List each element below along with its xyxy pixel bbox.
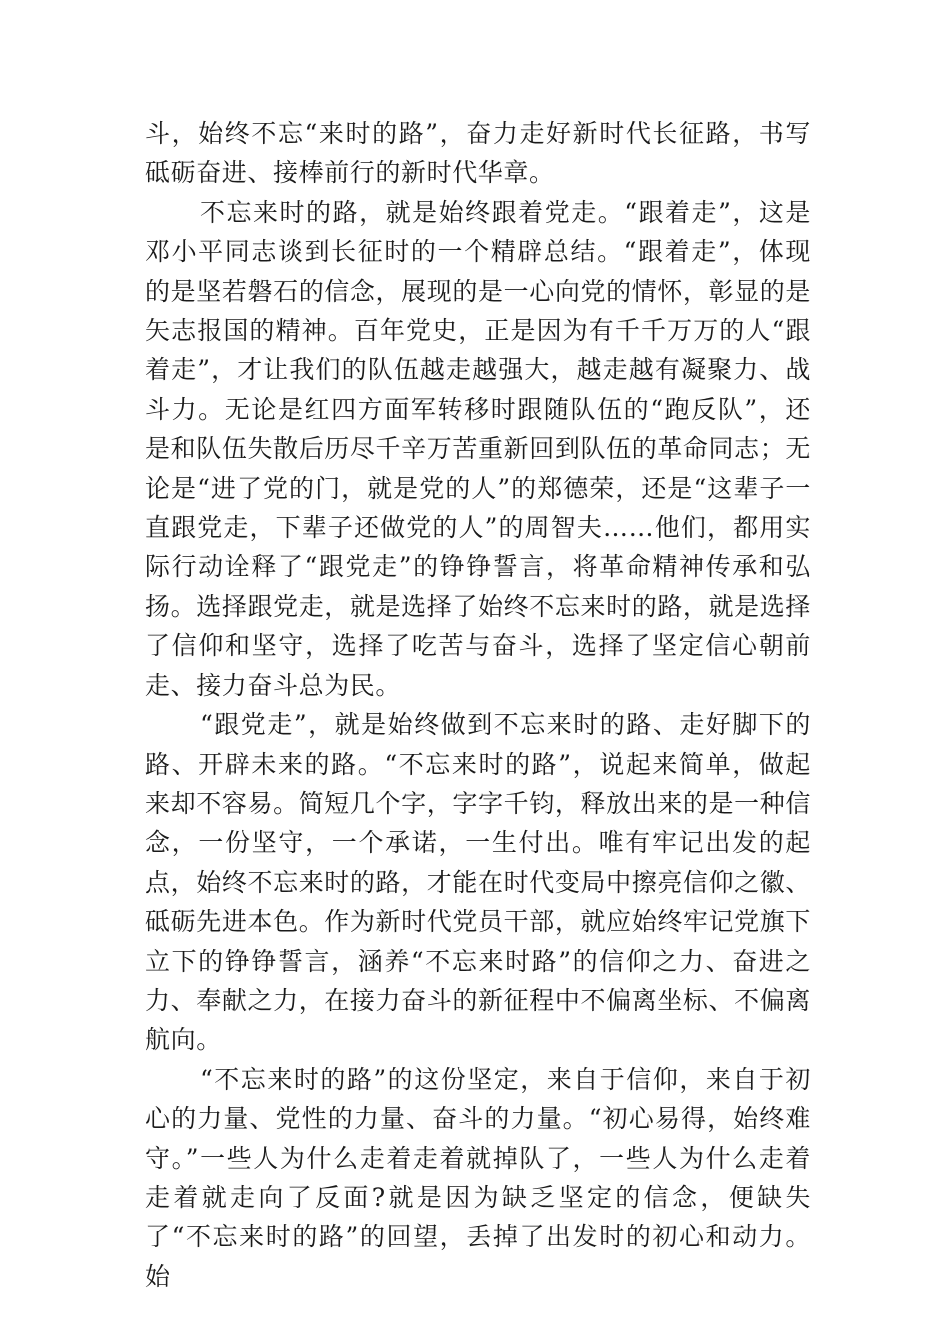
paragraph-path-forward: “跟党走”，就是始终做到不忘来时的路、走好脚下的路、开辟未来的路。“不忘来时的路”，说起来简单，做起来却不容易。简短几个字，字字千钧，释放出来的是一种信念，一份坚守，一个承诺，一生付出。唯有牢记出发的起点，始终不忘来时的路，才能在时代变局中擦亮信仰之徽、砥砺先进本色。作为新时代党员干部，就应始终牢记党旗下立下的铮铮誓言，涵养“不忘来时路”的信仰之力、奋进之力、奉献之力，在接力奋斗的新征程中不偏离坐标、不偏离航向。 [145,710,811,1055]
document-body [145,114,811,1296]
paragraph-follow-party: 不忘来时的路，就是始终跟着党走。“跟着走”，这是邓小平同志谈到长征时的一个精辟总结。“跟着走”，体现的是坚若磐石的信念，展现的是一心向党的情怀，彰显的是矢志报国的精神。百年党史，正是因为有千千万万的人“跟着走”，才让我们的队伍越走越强大，越走越有凝聚力、战斗力。无论是红四方面军转移时跟随队伍的“跑反队”，还是和队伍失散后历尽千辛万苦重新回到队伍的革命同志；无论是“进了党的门，就是党的人”的郑德荣，还是“这辈子一直跟党走，下辈子还做党的人”的周智夫……他们，都用实际行动诠释了“跟党走”的铮铮誓言，将革命精神传承和弘扬。选择跟党走，就是选择了始终不忘来时的路，就是选择了信仰和坚守，选择了吃苦与奋斗，选择了坚定信心朝前走、接力奋斗总为民。 [145,197,811,700]
paragraph-continuation: 斗，始终不忘“来时的路”，奋力走好新时代长征路，书写砥砺奋进、接棒前行的新时代华章。 [145,119,811,188]
paragraph-firm-belief: “不忘来时的路”的这份坚定，来自于信仰，来自于初心的力量、党性的力量、奋斗的力量。“初心易得，始终难守。”一些人为什么走着走着就掉队了，一些人为什么走着走着就走向了反面?就是因为缺乏坚定的信念，便缺失了“不忘来时的路”的回望，丢掉了出发时的初心和动力。始 [145,1064,811,1291]
